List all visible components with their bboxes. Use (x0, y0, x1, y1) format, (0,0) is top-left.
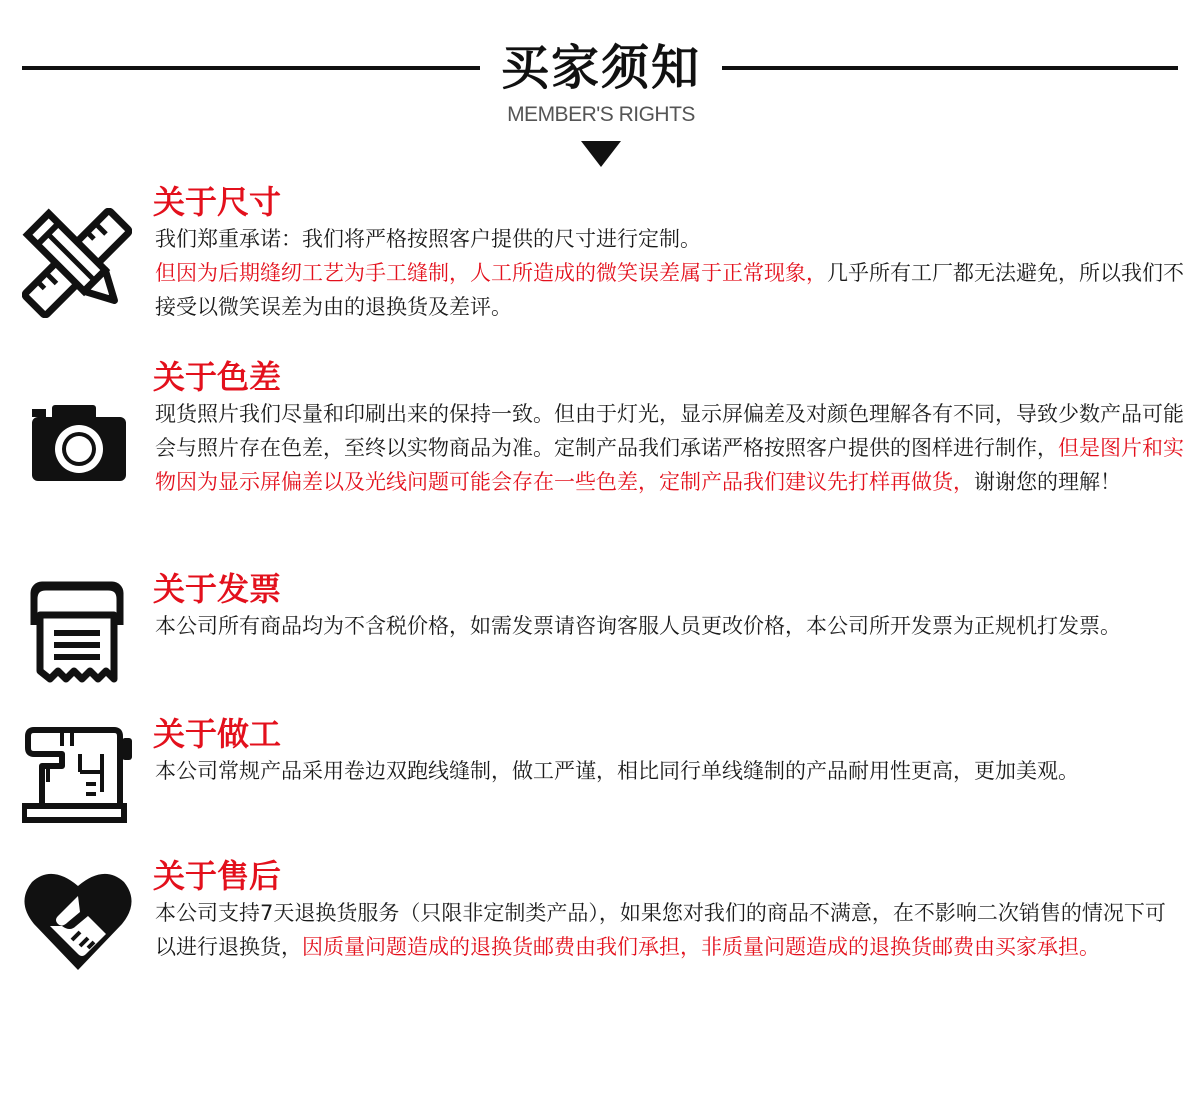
section-body (155, 609, 1185, 643)
body-text: 谢谢您的理解！ (974, 470, 1121, 494)
section-heading: 关于色差 (153, 358, 282, 396)
section-body (155, 397, 1185, 499)
page-header (0, 0, 1200, 180)
body-text-highlight: 但是图片和实物因为显示屏偏差以及光线问题可能会存在一些色差，定制产品我们建议先打样再做货， (155, 436, 1184, 494)
heart-handshake-icon (22, 862, 132, 978)
body-text: 本公司支持7天退换货服务（只限非定制类产品），如果您对我们的商品不满意，在不影响二次销售的情况下可以进行退换货， (155, 901, 1166, 959)
section-body (155, 222, 1185, 324)
page-subtitle: MEMBER'S RIGHTS (507, 103, 695, 126)
section-heading: 关于尺寸 (153, 183, 282, 221)
pencil-ruler-icon (22, 208, 132, 318)
section-heading: 关于发票 (153, 570, 282, 608)
body-text: 本公司所有商品均为不含税价格，如需发票请咨询客服人员更改价格，本公司所开发票为正规机打发票。 (155, 614, 1121, 638)
camera-icon (22, 399, 132, 489)
body-text-highlight: 因质量问题造成的退换货邮费由我们承担，非质量问题造成的退换货邮费由买家承担。 (302, 935, 1100, 959)
section-heading: 关于售后 (153, 857, 282, 895)
section-body (155, 896, 1185, 964)
body-text: 我们郑重承诺：我们将严格按照客户提供的尺寸进行定制。 (155, 227, 701, 251)
page-title: 买家须知 (500, 40, 701, 96)
section-heading: 关于做工 (153, 715, 282, 753)
body-text: 几乎所有工厂都无法避免，所以我们不接受以微笑误差为由的退换货及差评。 (155, 261, 1184, 319)
down-arrow-icon (581, 141, 621, 167)
header-divider-right (722, 66, 1178, 70)
section-body (155, 754, 1185, 788)
header-divider-left (22, 66, 480, 70)
body-text: 现货照片我们尽量和印刷出来的保持一致。但由于灯光，显示屏偏差及对颜色理解各有不同，导致少数产品可能会与照片存在色差，至终以实物商品为准。定制产品我们承诺严格按照客户提供的图样进行制作， (155, 402, 1184, 460)
body-text-highlight: 但因为后期缝纫工艺为手工缝制，人工所造成的微笑误差属于正常现象， (155, 261, 827, 285)
sewing-machine-icon (22, 722, 132, 826)
receipt-printer-icon (22, 579, 132, 697)
body-text: 本公司常规产品采用卷边双跑线缝制，做工严谨，相比同行单线缝制的产品耐用性更高，更加美观。 (155, 759, 1079, 783)
